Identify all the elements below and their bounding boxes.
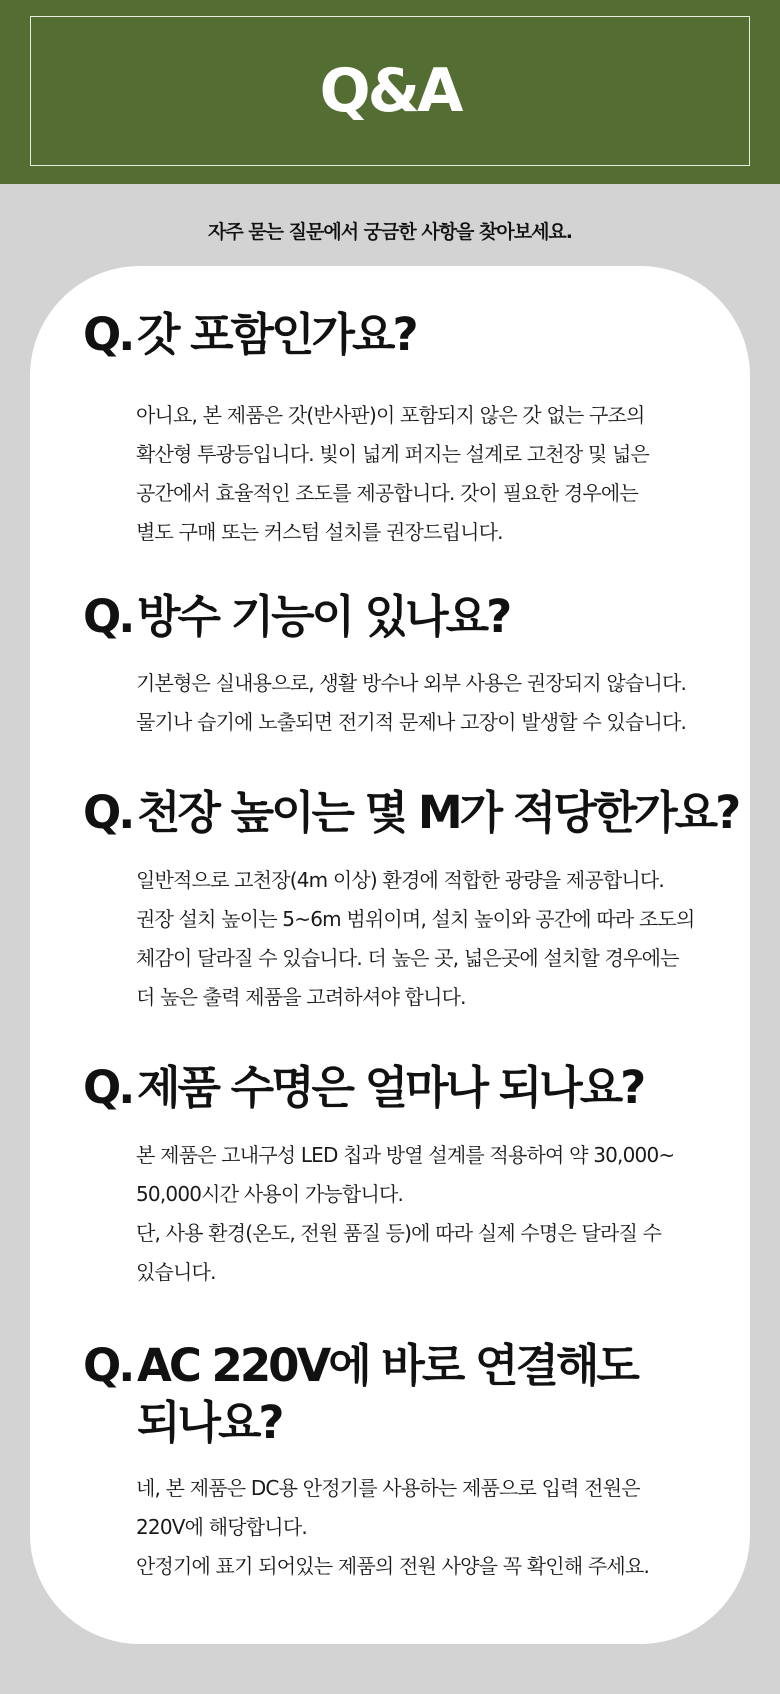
- answer-line: 단, 사용 환경(온도, 전원 품질 등)에 따라 실제 수명은 달라질 수: [136, 1221, 662, 1245]
- faq-question-5: [83, 1337, 637, 1451]
- question-prefix: Q.: [83, 786, 133, 839]
- answer-line: 권장 설치 높이는 5~6m 범위이며, 설치 높이와 공간에 따라 조도의: [136, 907, 695, 931]
- question-text: 제품 수명은 얼마나 되나요?: [137, 1061, 644, 1114]
- question-prefix: Q.: [83, 1339, 133, 1392]
- faq-question-4: [83, 1059, 643, 1116]
- answer-line: 50,000시간 사용이 가능합니다.: [136, 1182, 404, 1206]
- question-prefix: Q.: [83, 1061, 133, 1114]
- answer-line: 아니요, 본 제품은 갓(반사판)이 포함되지 않은 갓 없는 구조의: [136, 403, 645, 427]
- answer-line: 체감이 달라질 수 있습니다. 더 높은 곳, 넓은곳에 설치할 경우에는: [136, 946, 679, 970]
- faq-answer-5: [136, 1469, 736, 1586]
- answer-line: 기본형은 실내용으로, 생활 방수나 외부 사용은 권장되지 않습니다.: [136, 671, 687, 695]
- faq-question-2: [83, 588, 509, 645]
- answer-line: 공간에서 효율적인 조도를 제공합니다. 갓이 필요한 경우에는: [136, 481, 638, 505]
- faq-answer-2: [136, 664, 736, 742]
- faq-question-1: [83, 306, 416, 363]
- header-banner: [0, 0, 780, 184]
- question-text: 갓 포함인가요?: [137, 308, 416, 361]
- question-text: 천장 높이는 몇 M가 적당한가요?: [137, 786, 739, 839]
- answer-line: 본 제품은 고내구성 LED 칩과 방열 설계를 적용하여 약 30,000~: [136, 1143, 675, 1167]
- question-prefix: Q.: [83, 308, 133, 361]
- page-title: Q&A: [319, 56, 461, 126]
- faq-answer-3: [136, 861, 736, 1017]
- question-text: 되나요?: [137, 1396, 282, 1449]
- answer-line: 있습니다.: [136, 1260, 216, 1284]
- faq-question-3: [83, 784, 738, 841]
- answer-line: 안정기에 표기 되어있는 제품의 전원 사양을 꼭 확인해 주세요.: [136, 1554, 650, 1578]
- header-frame: [30, 16, 750, 166]
- answer-line: 확산형 투광등입니다. 빛이 넓게 퍼지는 설계로 고천장 및 넓은: [136, 442, 650, 466]
- question-text: AC 220V에 바로 연결해도: [137, 1339, 637, 1392]
- answer-line: 더 높은 출력 제품을 고려하셔야 합니다.: [136, 985, 466, 1009]
- faq-answer-1: [136, 396, 736, 552]
- answer-line: 네, 본 제품은 DC용 안정기를 사용하는 제품으로 입력 전원은: [136, 1476, 640, 1500]
- page-subtitle: 자주 묻는 질문에서 궁금한 사항을 찾아보세요.: [207, 221, 573, 243]
- answer-line: 별도 구매 또는 커스텀 설치를 권장드립니다.: [136, 520, 503, 544]
- answer-line: 일반적으로 고천장(4m 이상) 환경에 적합한 광량을 제공합니다.: [136, 868, 664, 892]
- faq-answer-4: [136, 1136, 736, 1292]
- question-text: 방수 기능이 있나요?: [137, 590, 510, 643]
- answer-line: 220V에 해당합니다.: [136, 1515, 307, 1539]
- answer-line: 물기나 습기에 노출되면 전기적 문제나 고장이 발생할 수 있습니다.: [136, 710, 687, 734]
- question-prefix: Q.: [83, 590, 133, 643]
